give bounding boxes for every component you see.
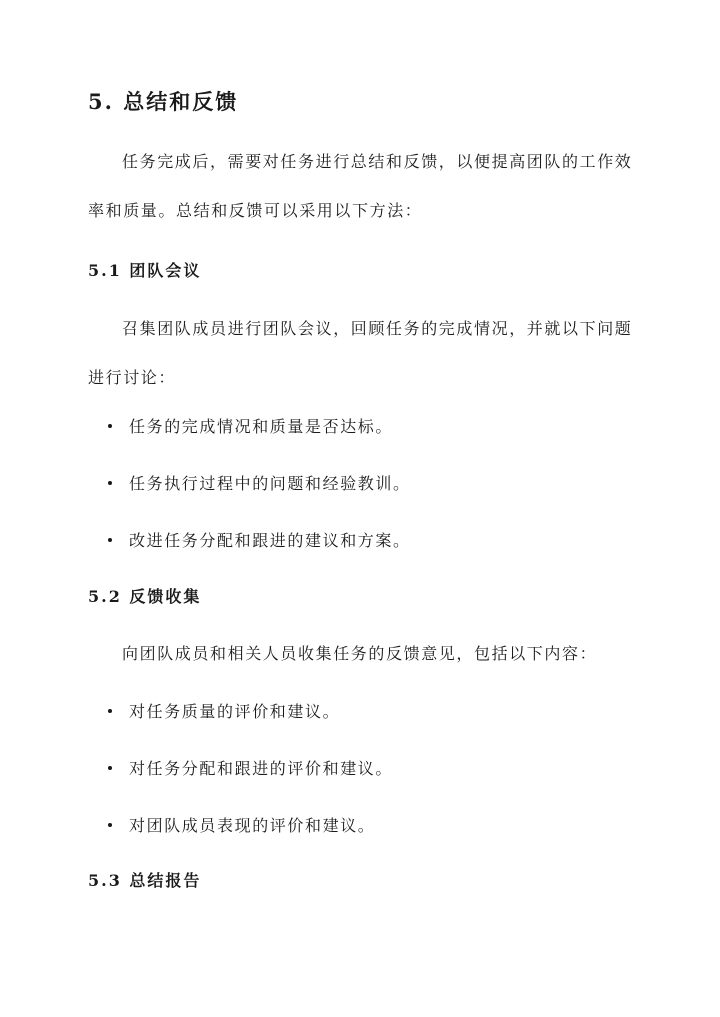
list-item [108,699,340,722]
list-item-text: 任务执行过程中的问题和经验教训。 [129,474,411,493]
section-heading: 5. 总结和反馈 [88,89,239,114]
bullet-icon [108,766,112,770]
bullet-icon [108,823,112,827]
list-item [108,471,411,494]
list-item-text: 对团队成员表现的评价和建议。 [129,816,376,835]
section-intro-paragraph: 任务完成后，需要对任务进行总结和反馈，以便提高团队的工作效率和质量。总结和反馈可以采用以下方法： [88,152,633,220]
list-item [108,528,411,551]
list-item [108,813,375,836]
bullet-icon [108,709,112,713]
list-item-text: 对任务分配和跟进的评价和建议。 [129,759,394,778]
subsection-heading-team-meeting: 5.1 团队会议 [88,261,202,280]
bullet-icon [108,424,112,428]
list-item [108,756,393,779]
feedback-collection-paragraph: 向团队成员和相关人员收集任务的反馈意见，包括以下内容： [122,644,598,663]
bullet-icon [108,481,112,485]
list-item [108,414,393,437]
list-item-text: 任务的完成情况和质量是否达标。 [129,417,394,436]
bullet-icon [108,538,112,542]
team-meeting-paragraph: 召集团队成员进行团队会议，回顾任务的完成情况，并就以下问题进行讨论： [88,319,633,387]
subsection-heading-feedback-collection: 5.2 反馈收集 [88,587,202,606]
list-item-text: 对任务质量的评价和建议。 [129,702,341,721]
list-item-text: 改进任务分配和跟进的建议和方案。 [129,531,411,550]
subsection-heading-summary-report: 5.3 总结报告 [88,871,202,890]
